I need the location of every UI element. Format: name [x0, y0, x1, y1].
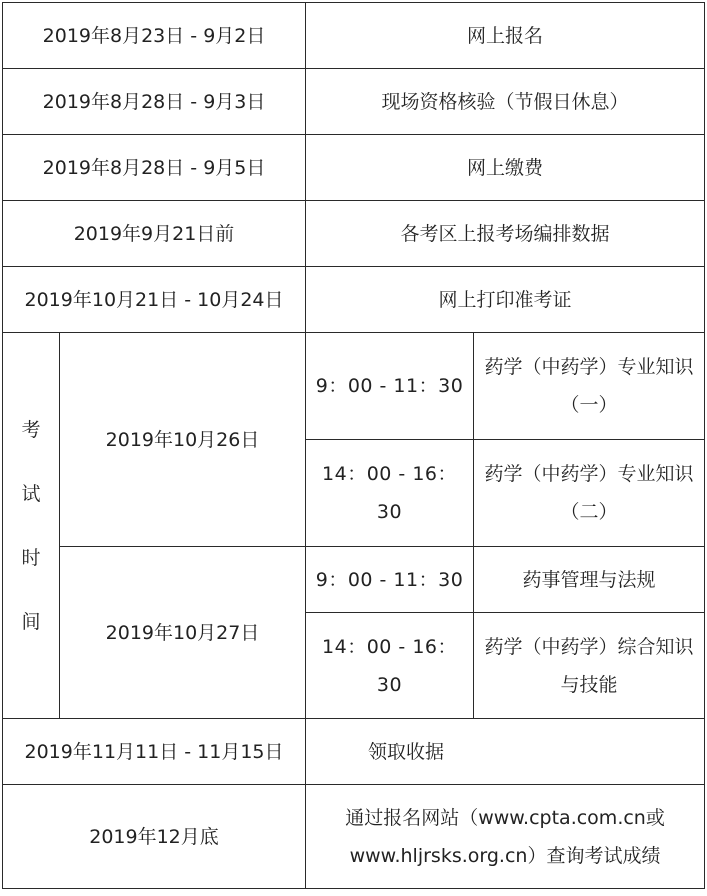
item-cell: 网上缴费: [306, 135, 705, 201]
exam-schedule: [2, 2, 705, 889]
exam-time-label-char: 时: [21, 546, 41, 569]
exam-date-cell: 2019年10月27日: [60, 547, 306, 719]
exam-time-cell: 14：00 - 16：30: [306, 440, 474, 547]
item-cell: 通过报名网站（www.cpta.com.cn或www.hljrsks.org.cn）查询考试成绩: [306, 785, 705, 889]
table-row: [3, 201, 705, 267]
table-row: [3, 3, 705, 69]
exam-subject-cell: 药学（中药学）专业知识（二）: [474, 440, 705, 547]
date-cell: 2019年8月28日 - 9月3日: [3, 69, 306, 135]
exam-time-cell: 9：00 - 11：30: [306, 547, 474, 613]
exam-time-label-char: 试: [21, 482, 41, 505]
date-cell: 2019年11月11日 - 11月15日: [3, 719, 306, 785]
exam-time-cell: 14：00 - 16：30: [306, 613, 474, 719]
item-cell: 领取收据: [306, 719, 705, 785]
exam-subject-cell: 药学（中药学）综合知识与技能: [474, 613, 705, 719]
table-row: [3, 547, 705, 613]
exam-schedule-table: [2, 2, 705, 889]
exam-time-label: [3, 333, 60, 719]
date-cell: 2019年8月23日 - 9月2日: [3, 3, 306, 69]
date-cell: 2019年10月21日 - 10月24日: [3, 267, 306, 333]
item-cell: 各考区上报考场编排数据: [306, 201, 705, 267]
exam-time-cell: 9：00 - 11：30: [306, 333, 474, 440]
item-cell: 网上打印准考证: [306, 267, 705, 333]
date-cell: 2019年9月21日前: [3, 201, 306, 267]
table-row: [3, 135, 705, 201]
exam-date-cell: 2019年10月26日: [60, 333, 306, 547]
exam-time-label-char: 间: [21, 610, 41, 633]
item-cell: 网上报名: [306, 3, 705, 69]
item-cell: 现场资格核验（节假日休息）: [306, 69, 705, 135]
table-row: [3, 69, 705, 135]
exam-subject-cell: 药事管理与法规: [474, 547, 705, 613]
date-cell: 2019年8月28日 - 9月5日: [3, 135, 306, 201]
table-row: [3, 333, 705, 440]
exam-time-label-char: 考: [21, 418, 41, 441]
exam-subject-cell: 药学（中药学）专业知识（一）: [474, 333, 705, 440]
table-row: [3, 267, 705, 333]
table-row: [3, 719, 705, 785]
date-cell: 2019年12月底: [3, 785, 306, 889]
table-row: [3, 785, 705, 889]
